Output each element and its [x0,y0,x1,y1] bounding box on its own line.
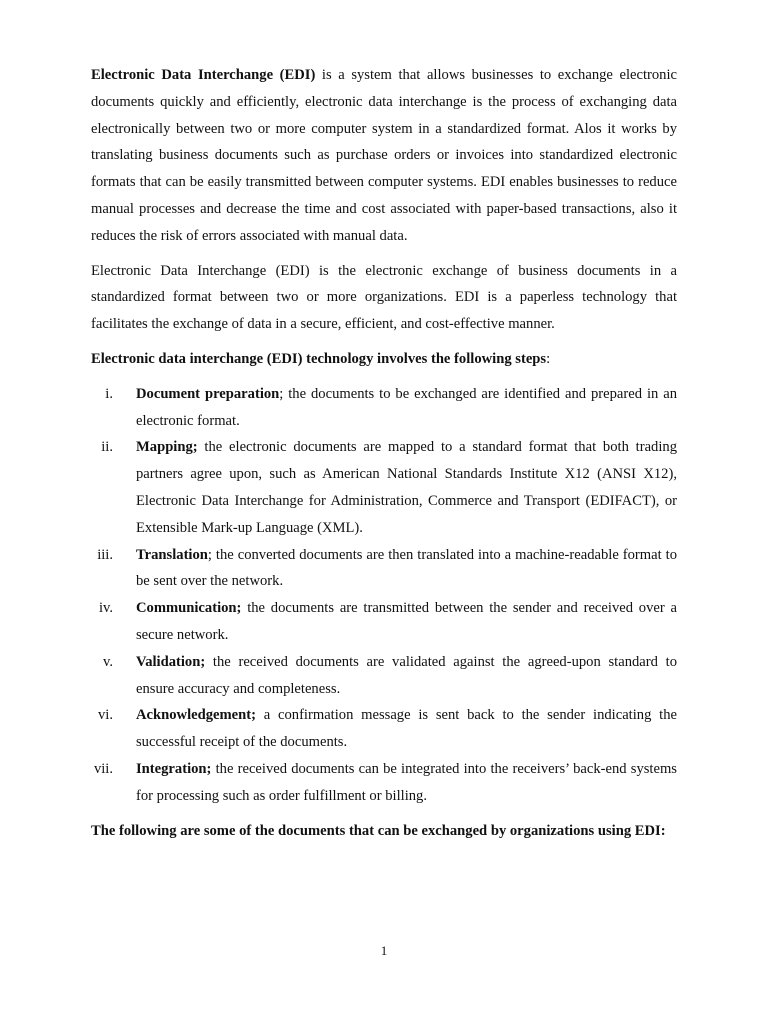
list-item [91,434,677,541]
list-item [91,381,677,435]
list-item [91,702,677,756]
list-item-term: Acknowledgement; [136,707,256,724]
list-item [91,542,677,596]
list-item-text: the electronic documents are mapped to a standard format that both trading partners agree upon, such as American National Standards Institute X12 (ANSI X12), Electronic Data Interchange for Administration, Commerce and Transport (EDIFACT), or Extensible Mark-up Language (XML). [136,439,677,536]
list-item-text: the documents are transmitted between the sender and received over a secure network. [136,600,677,643]
documents-heading: The following are some of the documents that can be exchanged by organizations using EDI: [91,822,666,839]
steps-heading-suffix: : [546,350,551,367]
steps-list [91,381,677,810]
list-item-number: iii. [97,546,113,563]
list-item [91,595,677,649]
list-item-term: Integration; [136,760,212,777]
list-item-text: the received documents are validated against the agreed-upon standard to ensure accuracy and completeness. [136,653,677,697]
steps-heading [91,346,677,373]
paragraph-edi-definition [91,62,677,250]
list-item-term: Translation [136,546,208,563]
list-item-number: ii. [101,439,113,456]
list-item-number: vii. [93,760,113,777]
list-item-text: a confirmation message is sent back to the sender indicating the successful receipt of the documents. [136,707,677,751]
list-item-number: i. [105,385,113,402]
document-body [91,62,677,844]
list-item-text: the received documents can be integrated into the receivers’ back-end systems for processing such as order fulfillment or billing. [136,760,677,804]
steps-heading-bold: Electronic data interchange (EDI) technology involves the following steps [91,350,547,367]
list-item-number: iv. [98,600,113,617]
list-item [91,756,677,810]
list-item-term: Validation; [136,653,206,670]
list-item-number: v. [103,653,113,670]
paragraph-bold-lead: Electronic Data Interchange (EDI) [91,67,316,83]
paragraph-edi-exchange: Electronic Data Interchange (EDI) is the electronic exchange of business documents in a standardized format between two or more organizations. EDI is a paperless technology that facilitates the exchange of data in a secure, efficient, and cost-effective manner. [91,262,677,333]
list-item-text: ; the converted documents are then translated into a machine-readable format to be sent over the network. [136,546,677,590]
list-item [91,649,677,703]
list-item-term: Communication; [136,600,242,617]
paragraph-text: is a system that allows businesses to exchange electronic documents quickly and efficiently, electronic data interchange is the process of exchanging data electronically between two or more computer system in a standardized format. Alos it works by translating business documents such as purchase orders or invoices into standardized electronic formats that can be easily transmitted between computer systems. EDI enables businesses to reduce manual processes and decrease the time and cost associated with paper-based transactions, also it reduces the risk of errors associated with manual data. [91,67,678,244]
page-number: 1 [380,943,388,958]
list-item-number: vi. [98,707,113,724]
list-item-text: ; the documents to be exchanged are identified and prepared in an electronic format. [136,385,677,429]
list-item-term: Document preparation [136,385,280,402]
list-item-term: Mapping; [136,439,198,456]
